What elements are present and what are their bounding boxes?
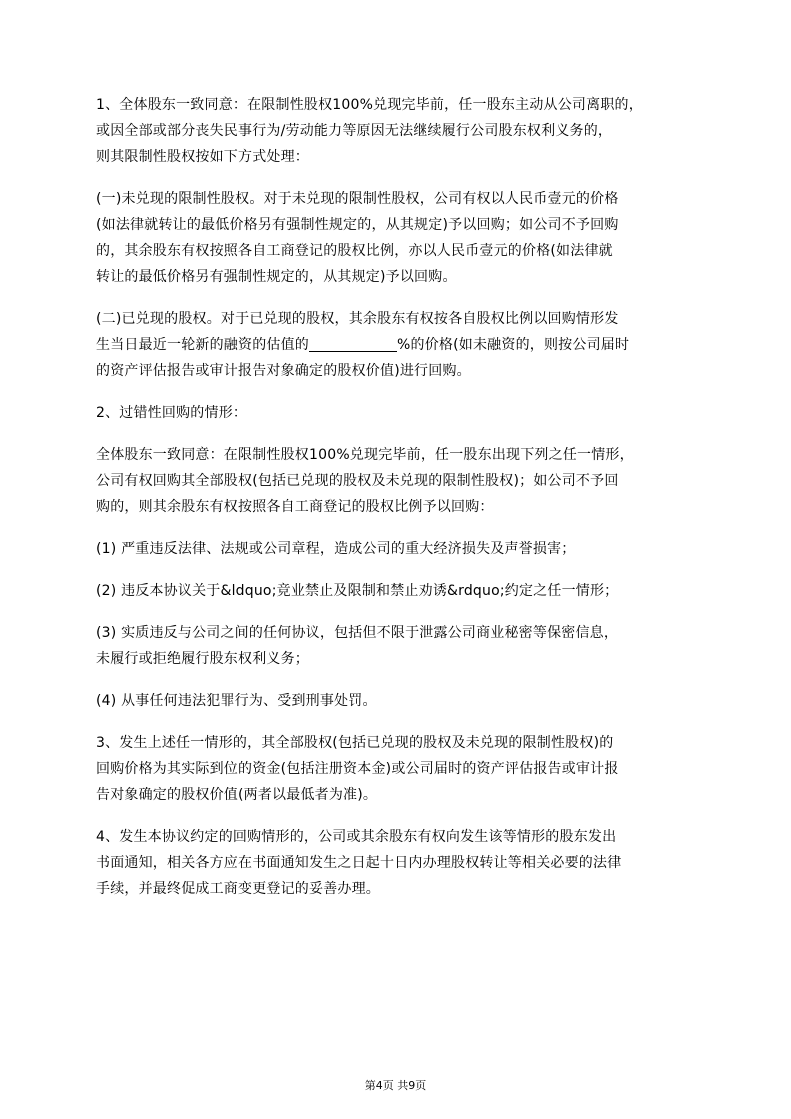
paragraph-fault-repurchase [96,442,716,520]
text-line: 手续，并最终促成工商变更登记的妥善办理。 [96,881,380,897]
text-line: (一)未兑现的限制性股权。对于未兑现的限制性股权，公司有权以人民币壹元的价格 [96,191,619,207]
text-line: 1、全体股东一致同意：在限制性股权100%兑现完毕前，任一股东主动从公司离职的， [96,97,643,113]
text-line: 或因全部或部分丧失民事行为/劳动能力等原因无法继续履行公司股东权利义务的， [96,123,613,139]
text-line: 全体股东一致同意：在限制性股权100%兑现完毕前，任一股东出现下列之任一情形， [96,447,634,463]
text-line: 4、发生本协议约定的回购情形的，公司或其余股东有权向发生该等情形的股东发出 [96,829,617,845]
paragraph-4 [96,824,716,902]
list-item-2 [96,578,716,604]
list-item-3 [96,620,716,672]
list-item-1 [96,536,716,562]
text-line: (二)已兑现的股权。对于已兑现的股权，其余股东有权按各自股权比例以回购情形发 [96,311,619,327]
text-line: (3) 实质违反与公司之间的任何协议，包括但不限于泄露公司商业秘密等保密信息， [96,625,619,641]
text-line: 告对象确定的股权价值(两者以最低者为准)。 [96,787,378,803]
text-line: (如法律就转让的最低价格另有强制性规定的，从其规定)予以回购；如公司不予回购 [96,217,619,233]
page-number-footer: 第4页 共9页 [364,1079,427,1092]
text-line: 则其限制性股权按如下方式处理： [96,149,309,165]
text-line: 购的，则其余股东有权按照各自工商登记的股权比例予以回购： [96,499,494,515]
paragraph-3 [96,730,716,808]
text-line: 2、过错性回购的情形： [96,405,248,421]
text-line: (4) 从事任何违法犯罪行为、受到刑事处罚。 [96,693,377,709]
text-segment: %的价格(如未融资的，则按公司届时 [397,337,630,353]
text-line: (2) 违反本协议关于&ldquo;竞业禁止及限制和禁止劝诱&rdquo;约定之任一情形； [96,583,619,599]
text-line: 未履行或拒绝履行股东权利义务； [96,651,309,667]
text-line: (1) 严重违反法律、法规或公司章程，造成公司的重大经济损失及声誉损害； [96,541,576,557]
text-line-with-blank [96,332,716,358]
text-line: 转让的最低价格另有强制性规定的，从其规定)予以回购。 [96,269,457,285]
text-segment: 生当日最近一轮新的融资的估值的 [96,337,309,353]
text-line: 公司有权回购其全部股权(包括已兑现的股权及未兑现的限制性股权)；如公司不予回 [96,473,619,489]
text-line: 的资产评估报告或审计报告对象确定的股权价值)进行回购。 [96,363,471,379]
document-body [96,92,716,918]
paragraph-vested-shares [96,306,716,384]
text-line: 书面通知，相关各方应在书面通知发生之日起十日内办理股权转让等相关必要的法律 [96,855,622,871]
text-line: 3、发生上述任一情形的，其全部股权(包括已兑现的股权及未兑现的限制性股权)的 [96,735,614,751]
paragraph-unvested-shares [96,186,716,290]
text-line: 的，其余股东有权按照各自工商登记的股权比例，亦以人民币壹元的价格(如法律就 [96,243,613,259]
paragraph-1 [96,92,716,170]
list-item-4 [96,688,716,714]
paragraph-2-heading [96,400,716,426]
text-line: 回购价格为其实际到位的资金(包括注册资本金)或公司届时的资产评估报告或审计报 [96,761,619,777]
fill-in-blank [309,335,397,352]
